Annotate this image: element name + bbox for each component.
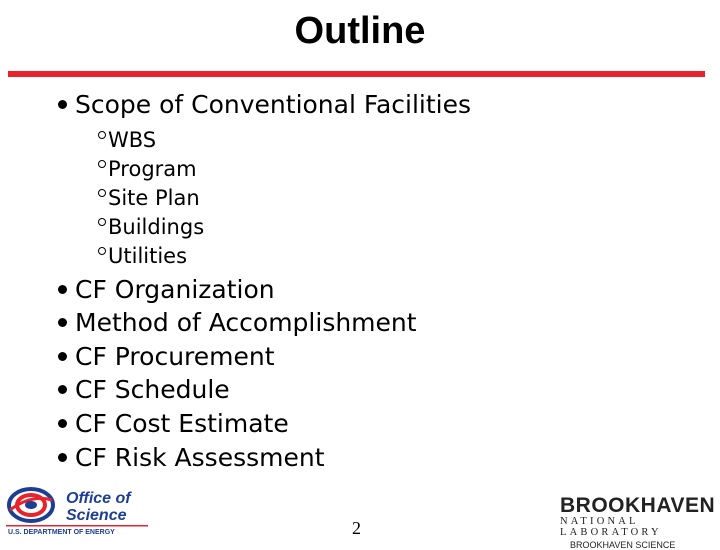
sub-bullet-ring-icon: [98, 247, 106, 255]
bullet-dot-icon: [58, 285, 67, 294]
sub-bullet-list: [98, 126, 471, 271]
sub-bullet-item: [98, 126, 471, 155]
slide-title: Outline: [294, 10, 426, 52]
doe-logo-line3: U.S. DEPARTMENT OF ENERGY: [8, 529, 115, 536]
bullet-item: [58, 373, 471, 407]
bullet-dot-icon: [58, 318, 67, 327]
bullet-text: CF Cost Estimate: [75, 408, 289, 438]
sub-bullet-text: WBS: [108, 127, 157, 152]
sub-bullet-ring-icon: [98, 160, 106, 168]
bullet-item: [58, 407, 471, 441]
sub-bullet-ring-icon: [98, 189, 106, 197]
bnl-logo-name: BROOKHAVEN: [560, 494, 716, 517]
bullet-dot-icon: [58, 100, 67, 109]
bullet-dot-icon: [58, 419, 67, 428]
bullet-text: CF Procurement: [75, 341, 275, 371]
bnl-associates-text: BROOKHAVEN SCIENCE: [570, 540, 676, 550]
bullet-item: [58, 273, 471, 307]
title-divider: [8, 71, 705, 77]
doe-office-of-science-logo: [4, 486, 152, 540]
sub-bullet-item: [98, 242, 471, 271]
bullet-dot-icon: [58, 385, 67, 394]
bullet-text: CF Organization: [75, 274, 275, 304]
sub-bullet-text: Buildings: [108, 214, 205, 239]
sub-bullet-item: [98, 184, 471, 213]
bullet-text: Method of Accomplishment: [75, 308, 417, 338]
doe-logo-line2: Science: [66, 507, 127, 524]
doe-logo-line1: Office of: [66, 490, 131, 507]
sub-bullet-ring-icon: [98, 131, 106, 139]
bullet-item: [58, 441, 471, 475]
bnl-logo: [560, 494, 716, 550]
bullet-dot-icon: [58, 453, 67, 462]
sub-bullet-text: Utilities: [108, 243, 188, 268]
sub-bullet-text: Program: [108, 156, 197, 181]
sub-bullet-text: Site Plan: [108, 185, 200, 210]
sub-bullet-item: [98, 213, 471, 242]
bullet-text: Scope of Conventional Facilities: [75, 90, 472, 119]
bullet-item: [58, 306, 471, 340]
bullet-text: CF Risk Assessment: [75, 442, 325, 472]
sub-bullet-item: [98, 155, 471, 184]
bullet-item: [58, 340, 471, 374]
page-number: 2: [352, 518, 361, 538]
bullet-dot-icon: [58, 352, 67, 361]
bullet-list: [58, 88, 471, 474]
bullet-text: CF Schedule: [75, 375, 230, 405]
sub-bullet-ring-icon: [98, 218, 106, 226]
bnl-logo-subtitle: NATIONAL LABORATORY: [560, 516, 662, 538]
doe-swirl-icon: [9, 489, 53, 521]
bullet-item: [58, 88, 471, 271]
